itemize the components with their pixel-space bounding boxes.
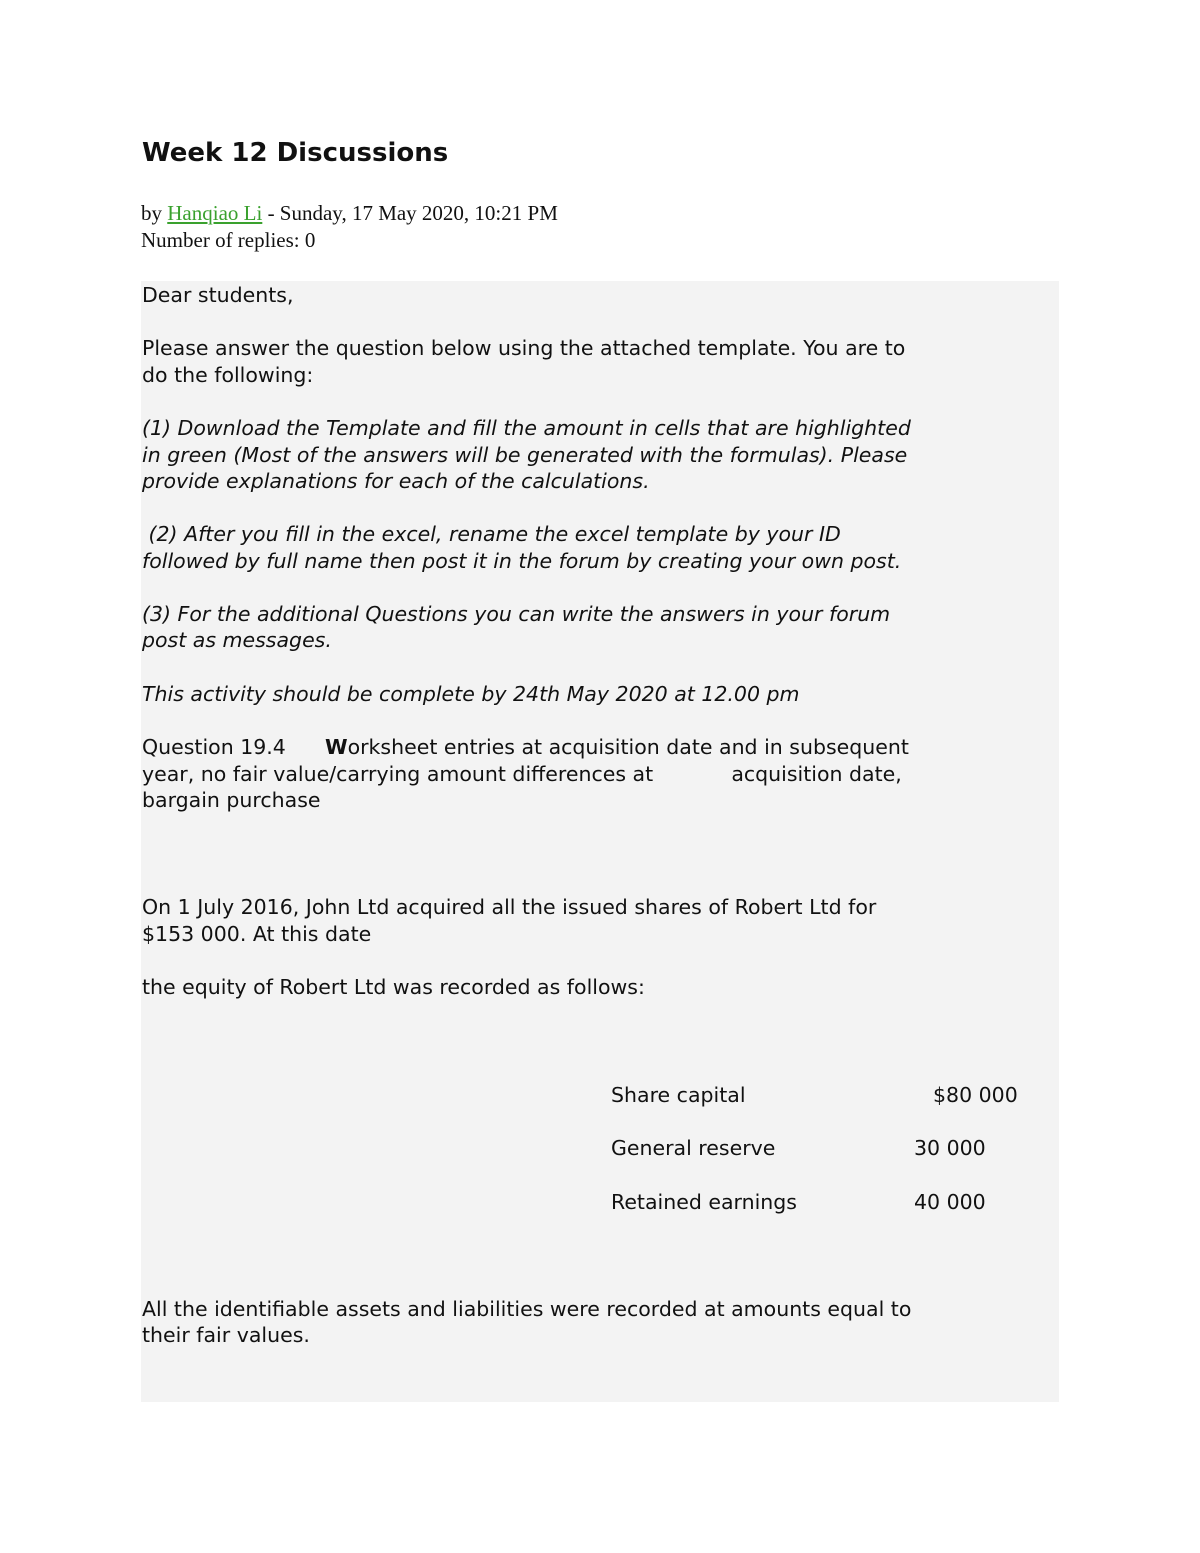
closing-text: their fair values. — [142, 1323, 310, 1347]
question-title: orksheet entries at acquisition date and in subsequent — [347, 735, 909, 759]
closing-text: All the identifiable assets and liabilities were recorded at amounts equal to — [142, 1297, 912, 1321]
question-bold-letter: W — [324, 735, 348, 759]
case-text: On 1 July 2016, John Ltd acquired all the issued shares of Robert Ltd for — [142, 895, 877, 919]
equity-label: Retained earnings — [611, 1190, 797, 1214]
case-text: the equity of Robert Ltd was recorded as follows: — [142, 975, 645, 999]
author-line — [141, 200, 558, 227]
by-label: by — [141, 201, 162, 225]
instruction-step-2: followed by full name then post it in the forum by creating your own post. — [142, 549, 902, 573]
equity-value: 40 000 — [914, 1190, 986, 1214]
instruction-step-1: provide explanations for each of the calculations. — [142, 469, 650, 493]
greeting: Dear students, — [142, 283, 294, 307]
reply-count: Number of replies: 0 — [141, 228, 316, 252]
equity-value: $80 000 — [933, 1083, 1018, 1107]
intro-line: do the following: — [142, 363, 314, 387]
equity-label: General reserve — [611, 1136, 776, 1160]
question-line: year, no fair value/carrying amount differences at acquisition date, — [142, 762, 902, 786]
author-link[interactable]: Hanqiao Li — [167, 201, 263, 225]
question-line: bargain purchase — [142, 788, 321, 812]
equity-value: 30 000 — [914, 1136, 986, 1160]
instruction-step-2: (2) After you fill in the excel, rename the excel template by your ID — [142, 522, 841, 546]
deadline-note: This activity should be complete by 24th May 2020 at 12.00 pm — [142, 682, 800, 706]
page-title: Week 12 Discussions — [142, 138, 449, 168]
post-body — [141, 281, 1059, 1402]
intro-line: Please answer the question below using the attached template. You are to — [142, 336, 906, 360]
post-date: - Sunday, 17 May 2020, 10:21 PM — [267, 201, 558, 225]
instruction-step-1: (1) Download the Template and fill the amount in cells that are highlighted — [142, 416, 911, 440]
question-number: Question 19.4 — [142, 735, 325, 759]
post-meta — [141, 200, 558, 254]
case-text: $153 000. At this date — [142, 922, 372, 946]
instruction-step-3: post as messages. — [142, 628, 332, 652]
instruction-step-3: (3) For the additional Questions you can write the answers in your forum — [142, 602, 891, 626]
equity-label: Share capital — [611, 1083, 746, 1107]
instruction-step-1: in green (Most of the answers will be generated with the formulas). Please — [142, 443, 908, 467]
question-heading — [142, 734, 909, 761]
